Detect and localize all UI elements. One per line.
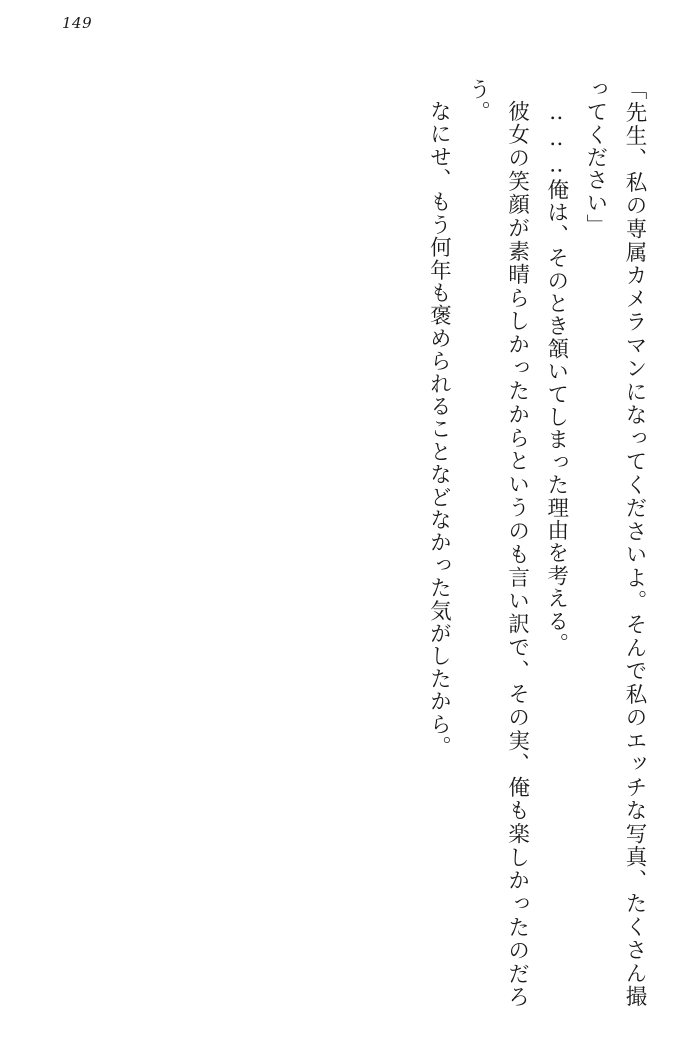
- paragraph: 彼女の笑顔が素晴らしかったからというのも言い訳で、その実、俺も楽しかったのだろう。: [465, 78, 530, 1008]
- body-text: [44, 78, 654, 1008]
- paragraph: なにせ、もう何年も褒められることなどなかった気がしたから。: [426, 99, 452, 758]
- paragraph: ‥‥‥俺は、そのとき頷いてしまった理由を考える。: [543, 99, 569, 655]
- paragraph: 「先生、私の専属カメラマンになってくださいよ。そんで私のエッチな写真、たくさん撮ってください」: [582, 78, 647, 1008]
- page-number: 149: [62, 14, 93, 32]
